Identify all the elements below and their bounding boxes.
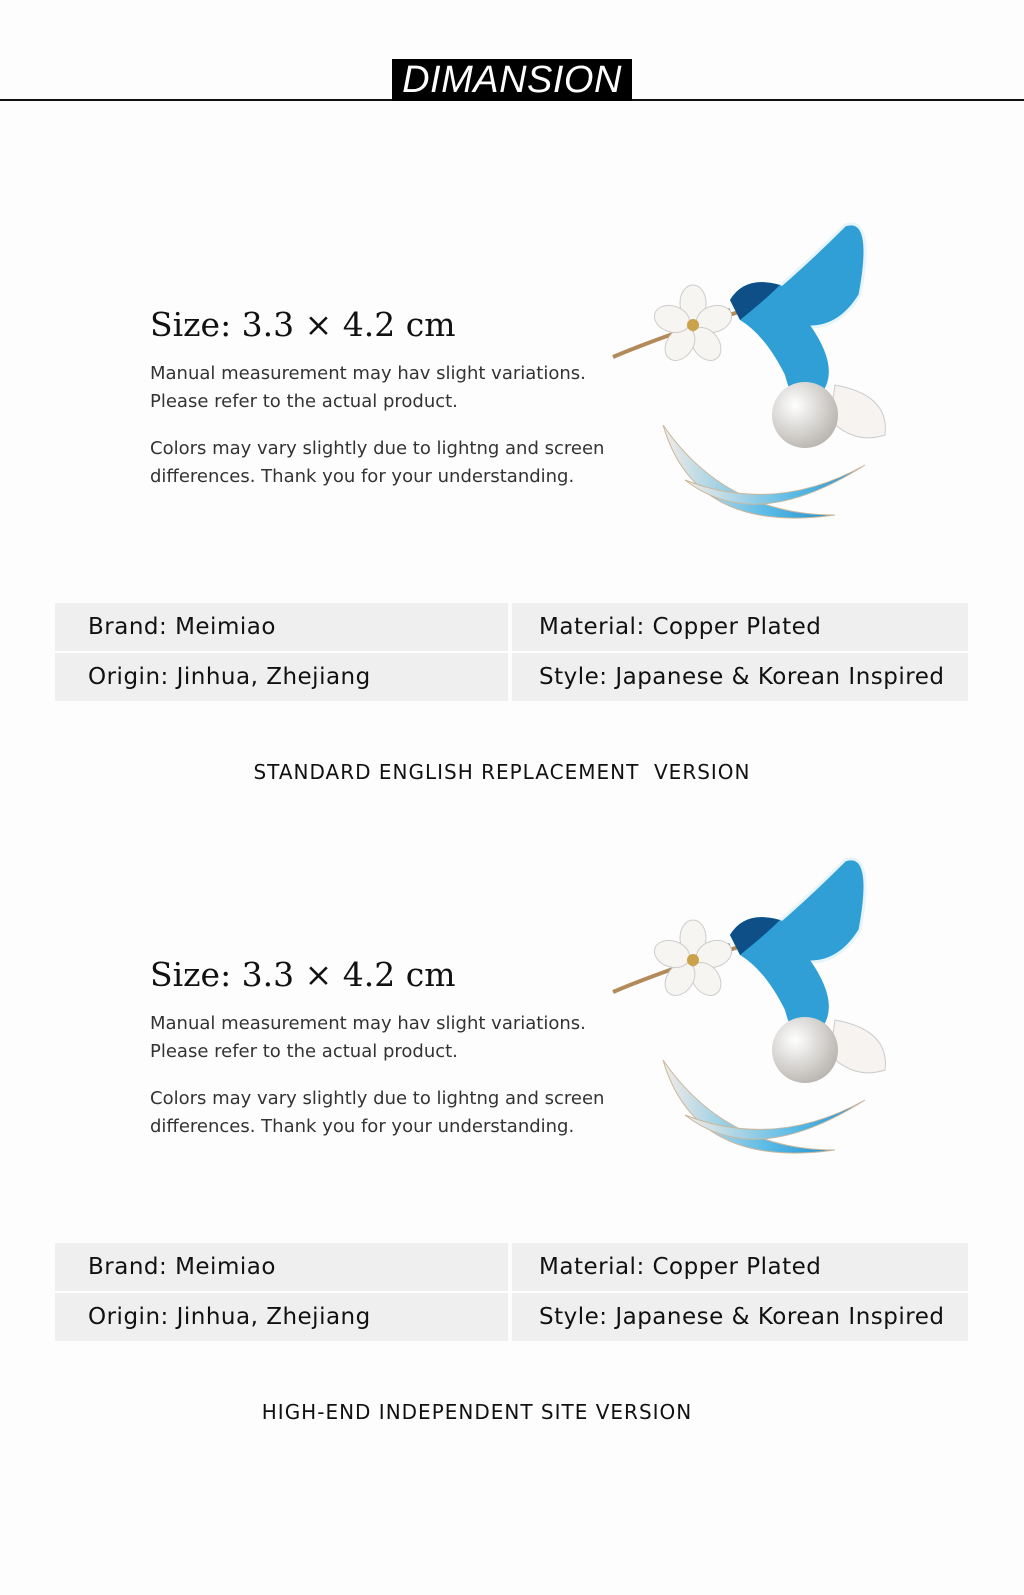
spec-brand: Brand: Meimiao [55, 1243, 508, 1291]
spec-origin: Origin: Jinhua, Zhejiang [55, 653, 508, 701]
color-note: Colors may vary slightly due to lightng and screen differences. Thank you for your understanding. [150, 1088, 605, 1137]
measurement-note: Manual measurement may hav slight variations. Please refer to the actual product. [150, 1013, 586, 1062]
color-note: Colors may vary slightly due to lightng and screen differences. Thank you for your understanding. [150, 438, 605, 487]
version-caption: STANDARD ENGLISH REPLACEMENT VERSION [253, 760, 751, 784]
size-label: Size: 3.3 × 4.2 cm [150, 305, 456, 344]
spec-origin: Origin: Jinhua, Zhejiang [55, 1293, 508, 1341]
product-section-1 [0, 305, 1024, 945]
size-label: Size: 3.3 × 4.2 cm [150, 955, 456, 994]
product-section-2 [0, 955, 1024, 1595]
measurement-note: Manual measurement may hav slight variations. Please refer to the actual product. [150, 363, 586, 412]
spec-style: Style: Japanese & Korean Inspired [512, 653, 968, 701]
spec-brand: Brand: Meimiao [55, 603, 508, 651]
hummingbird-brooch-image [605, 850, 905, 1180]
spec-style: Style: Japanese & Korean Inspired [512, 1293, 968, 1341]
spec-material: Material: Copper Plated [512, 1243, 968, 1291]
spec-material: Material: Copper Plated [512, 603, 968, 651]
page-title: DIMANSION [392, 59, 632, 101]
version-caption: HIGH-END INDEPENDENT SITE VERSION [261, 1400, 693, 1424]
hummingbird-brooch-image [605, 215, 905, 545]
